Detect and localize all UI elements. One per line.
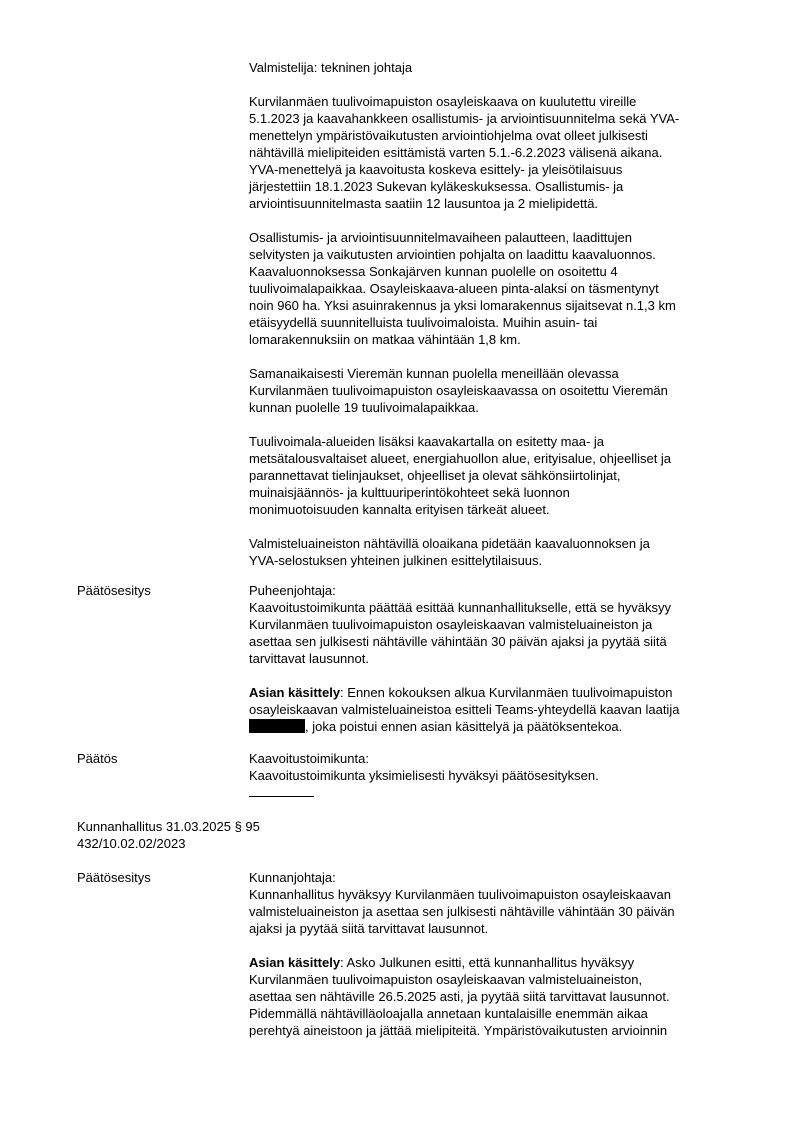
text-line: Kurvilanmäen tuulivoimapuiston osayleiskaavan valmisteluaineiston, bbox=[249, 972, 643, 987]
text-line: järjestettiin 18.1.2023 Sukevan kyläkeskuksessa. Osallistumis- ja bbox=[249, 179, 624, 194]
text-span: : Asko Julkunen esitti, että kunnanhallitus hyväksyy bbox=[340, 955, 635, 970]
text-line: Kurvilanmäen tuulivoimapuiston osayleiskaavassa on osoitettu Vieremän bbox=[249, 383, 668, 398]
paatosesitys-label: Päätösesitys bbox=[77, 583, 151, 598]
text-line: arviointisuunnitelmasta saatiin 12 lausuntoa ja 2 mielipidettä. bbox=[249, 196, 599, 211]
text-span: , joka poistui ennen asian käsittelyä ja päätöksentekoa. bbox=[305, 719, 623, 734]
paragraph-4 bbox=[249, 433, 739, 518]
paatosesitys-2-section bbox=[249, 869, 739, 1039]
text-line: Valmisteluaineiston nähtävillä oloaikana pidetään kaavaluonnoksen ja bbox=[249, 536, 650, 551]
text-line: Pidemmällä nähtävilläoloajalla annetaan kuntalaisille enemmän aikaa bbox=[249, 1006, 648, 1021]
text-line: ajaksi ja pyytää siitä tarvittavat lausunnot. bbox=[249, 921, 489, 936]
text-line: Kurvilanmäen tuulivoimapuiston osayleiskaava on kuulutettu vireille bbox=[249, 94, 637, 109]
paatos-label: Päätös bbox=[77, 751, 118, 766]
kasittely-line bbox=[249, 718, 739, 735]
kasittely-line bbox=[249, 684, 739, 701]
text-line: selvitysten ja vaikutusten arviointien pohjalta on laadittu kaavaluonnos. bbox=[249, 247, 656, 262]
text-span: : Ennen kokouksen alkua Kurvilanmäen tuulivoimapuiston bbox=[340, 685, 673, 700]
paragraph-1 bbox=[249, 93, 739, 212]
record-number: 432/10.02.02/2023 bbox=[77, 836, 186, 851]
text-line: nähtävillä mielipiteiden esittämistä varten 5.1.-6.2.2023 välisenä aikana. bbox=[249, 145, 663, 160]
text-line: asettaa sen julkisesti nähtäville vähintään 30 päivän ajaksi ja pyytää siitä bbox=[249, 634, 667, 649]
text-line: asettaa sen nähtäville 26.5.2025 asti, ja pyytää siitä tarvittavat lausunnot. bbox=[249, 989, 670, 1004]
text-line: menettelyn ympäristövaikutusten arviointiohjelma ovat olleet julkisesti bbox=[249, 128, 648, 143]
text-line: monimuotoisuuden kannalta erityisen tärkeät alueet. bbox=[249, 502, 550, 517]
valmistelija-line: Valmistelija: tekninen johtaja bbox=[249, 60, 413, 75]
signature-rule bbox=[249, 796, 314, 797]
text-line: kunnan puolelle 19 tuulivoimalapaikkaa. bbox=[249, 400, 479, 415]
text-line: Tuulivoimala-alueiden lisäksi kaavakartalla on esitetty maa- ja bbox=[249, 434, 605, 449]
text-line: Kurvilanmäen tuulivoimapuiston osayleiskaavan valmisteluaineiston ja bbox=[249, 617, 653, 632]
paatos-section bbox=[249, 750, 739, 784]
section-heading: Puheenjohtaja: bbox=[249, 583, 336, 598]
text-line: YVA-menettelyä ja kaavoitusta koskeva esittely- ja yleisötilaisuus bbox=[249, 162, 623, 177]
text-line: Samanaikaisesti Vieremän kunnan puolella meneillään olevassa bbox=[249, 366, 619, 381]
paragraph-5 bbox=[249, 535, 739, 569]
kasittely-label: Asian käsittely bbox=[249, 685, 341, 700]
text-line: Osallistumis- ja arviointisuunnitelmavaiheen palautteen, laadittujen bbox=[249, 230, 632, 245]
section-heading: Kaavoitustoimikunta: bbox=[249, 751, 369, 766]
text-line: 5.1.2023 ja kaavahankkeen osallistumis- ja arviointisuunnitelma sekä YVA- bbox=[249, 111, 680, 126]
text-line: metsätalousvaltaiset alueet, energiahuollon alue, erityisalue, ohjeelliset ja bbox=[249, 451, 672, 466]
text-line: valmisteluaineiston ja asettaa sen julkisesti nähtäville vähintään 30 päivän bbox=[249, 904, 675, 919]
text-line: noin 960 ha. Yksi asuinrakennus ja yksi lomarakennus sijaitsevat n.1,3 km bbox=[249, 298, 676, 313]
text-line: tarvittavat lausunnot. bbox=[249, 651, 369, 666]
text-line: Kaavaluonnoksessa Sonkajärven kunnan puolelle on osoitettu 4 bbox=[249, 264, 618, 279]
text-line: YVA-selostuksen yhteinen julkinen esittelytilaisuus. bbox=[249, 553, 543, 568]
kunnanhallitus-block bbox=[77, 818, 260, 852]
text-line: parannettavat tielinjaukset, ohjeelliset ja olevat sähkönsiirtolinjat, bbox=[249, 468, 621, 483]
paatosesitys-label: Päätösesitys bbox=[77, 870, 151, 885]
text-line: Kaavoitustoimikunta yksimielisesti hyväksyi päätösesityksen. bbox=[249, 768, 599, 783]
text-line: tuulivoimalapaikkaa. Osayleiskaava-alueen pinta-alaksi on täsmentynyt bbox=[249, 281, 659, 296]
paatosesitys-1-section bbox=[249, 582, 739, 735]
redaction-box bbox=[249, 719, 305, 733]
text-line: muinaisjäännös- ja kulttuuriperintökohteet sekä luonnon bbox=[249, 485, 570, 500]
text-line: osayleiskaavan valmisteluaineistoa esitteli Teams-yhteydellä kaavan laatija bbox=[249, 702, 680, 717]
paragraph-2 bbox=[249, 229, 739, 348]
text-line: lomarakennuksiin on matkaa vähintään 1,8 km. bbox=[249, 332, 521, 347]
text-line: Kaavoitustoimikunta päättää esittää kunnanhallitukselle, että se hyväksyy bbox=[249, 600, 672, 615]
intro-section bbox=[249, 59, 739, 569]
kasittely-line bbox=[249, 954, 739, 971]
paragraph-3 bbox=[249, 365, 739, 416]
kasittely-label: Asian käsittely bbox=[249, 955, 341, 970]
text-line: Kunnanhallitus hyväksyy Kurvilanmäen tuulivoimapuiston osayleiskaavan bbox=[249, 887, 672, 902]
meeting-line: Kunnanhallitus 31.03.2025 § 95 bbox=[77, 819, 260, 834]
section-heading: Kunnanjohtaja: bbox=[249, 870, 336, 885]
text-line: etäisyydellä suunnitelluista tuulivoimaloista. Muihin asuin- tai bbox=[249, 315, 598, 330]
text-line: perehtyä aineistoon ja jättää mielipiteitä. Ympäristövaikutusten arvioinnin bbox=[249, 1023, 668, 1038]
